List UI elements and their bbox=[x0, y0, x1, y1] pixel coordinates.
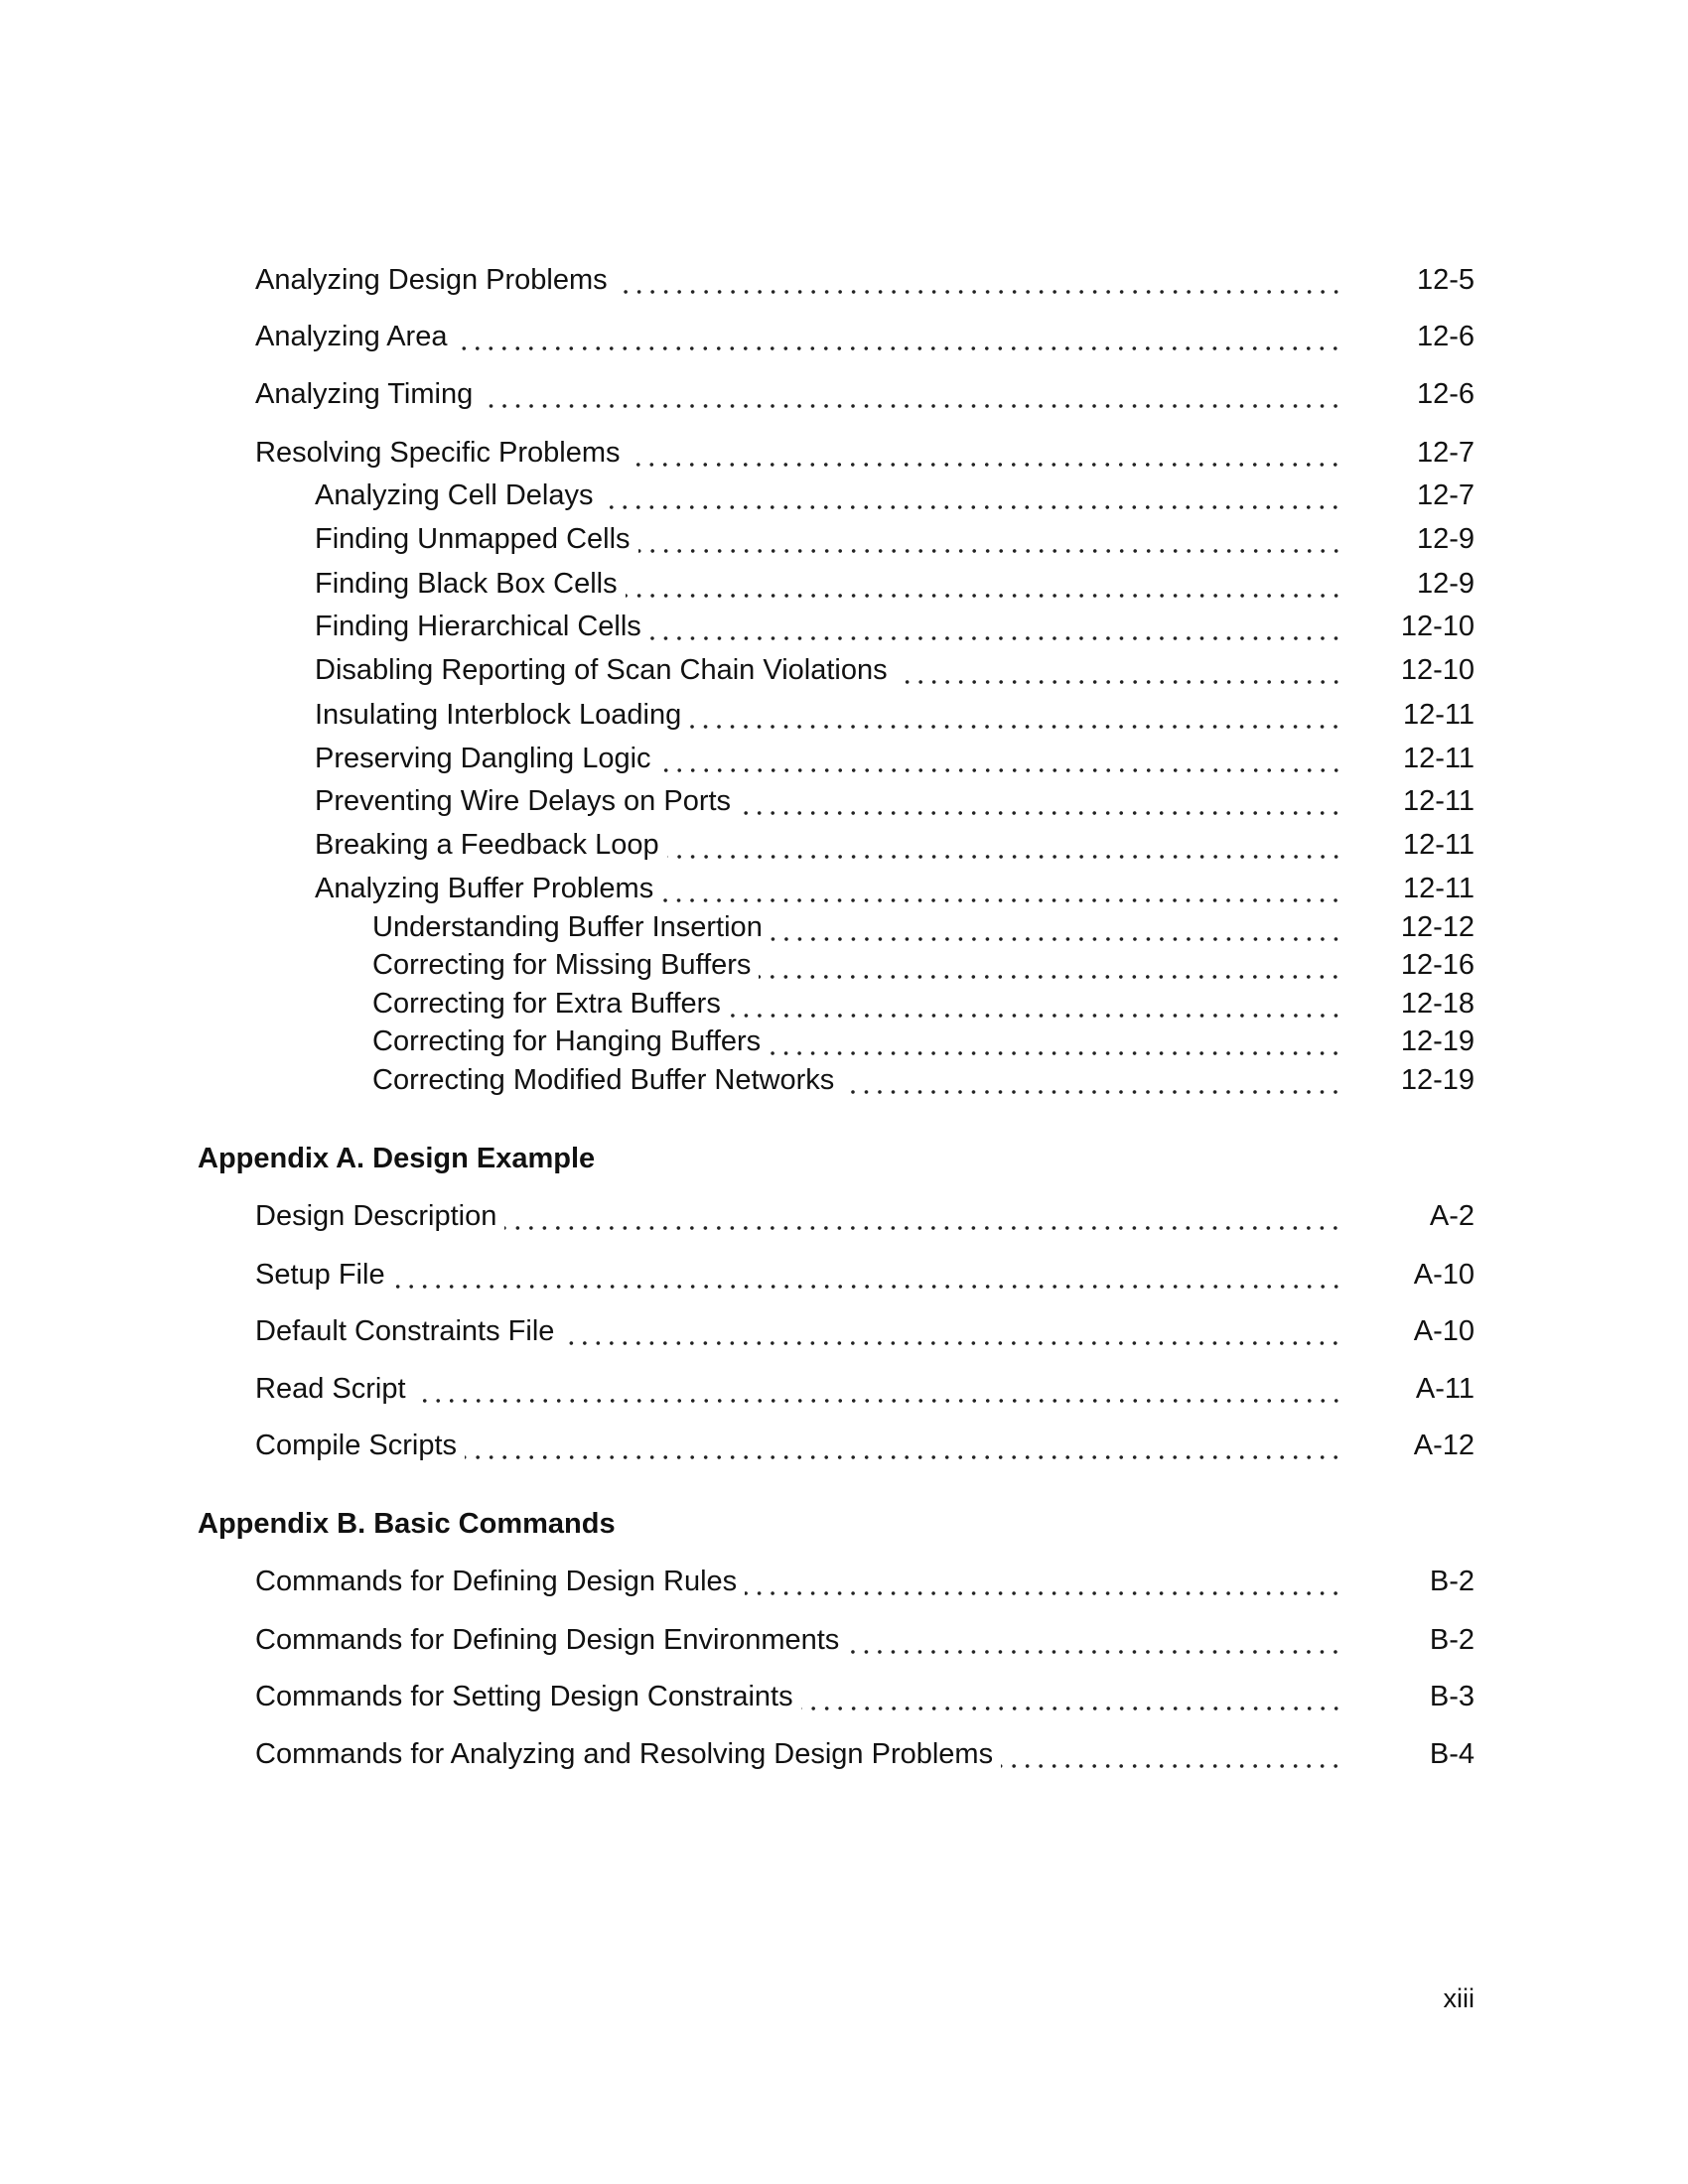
dot-leader bbox=[842, 1060, 1342, 1100]
toc-entry-page: 12-19 bbox=[1400, 1064, 1475, 1096]
toc-entry[interactable] bbox=[372, 984, 1475, 1024]
toc-entry[interactable] bbox=[315, 825, 1475, 865]
appendix-heading: Appendix A. Design Example bbox=[198, 1143, 596, 1174]
dot-leader bbox=[729, 984, 1342, 1024]
toc-entry-title: Design Description bbox=[255, 1200, 497, 1232]
toc-entry-page: A-12 bbox=[1413, 1430, 1475, 1461]
toc-entry-title: Default Constraints File bbox=[255, 1315, 555, 1347]
toc-entry-page: B-4 bbox=[1429, 1738, 1475, 1770]
toc-entry-page: 12-11 bbox=[1402, 743, 1475, 774]
toc-entry-title: Analyzing Buffer Problems bbox=[315, 873, 654, 904]
appendix-heading: Appendix B. Basic Commands bbox=[198, 1508, 616, 1540]
toc-entry-title: Resolving Specific Problems bbox=[255, 437, 621, 469]
toc-entry-title: Analyzing Design Problems bbox=[255, 264, 608, 296]
toc-entry-page: 12-7 bbox=[1416, 479, 1475, 511]
dot-leader bbox=[649, 607, 1342, 646]
toc-entry[interactable] bbox=[255, 260, 1475, 300]
toc-entry-title: Compile Scripts bbox=[255, 1430, 458, 1461]
dot-leader bbox=[771, 907, 1342, 947]
dot-leader bbox=[896, 650, 1342, 690]
toc-entry-title: Breaking a Feedback Loop bbox=[315, 829, 659, 861]
toc-entry-page: A-10 bbox=[1413, 1315, 1475, 1347]
toc-entry-title: Setup File bbox=[255, 1259, 385, 1291]
dot-leader bbox=[745, 1562, 1342, 1601]
toc-entry-title: Read Script bbox=[255, 1373, 406, 1405]
toc-entry-title: Correcting for Missing Buffers bbox=[372, 949, 752, 981]
dot-leader bbox=[562, 1311, 1342, 1351]
toc-entry[interactable] bbox=[255, 1311, 1475, 1351]
toc-entry[interactable] bbox=[315, 519, 1475, 559]
toc-entry[interactable] bbox=[315, 695, 1475, 735]
toc-entry-page: B-3 bbox=[1429, 1681, 1475, 1712]
toc-entry[interactable] bbox=[372, 945, 1475, 985]
toc-entry-title: Insulating Interblock Loading bbox=[315, 699, 682, 731]
toc-entry[interactable] bbox=[315, 607, 1475, 646]
toc-entry[interactable] bbox=[255, 1369, 1475, 1409]
toc-entry-title: Disabling Reporting of Scan Chain Violations bbox=[315, 654, 888, 686]
dot-leader bbox=[455, 317, 1342, 356]
toc-entry-page: 12-11 bbox=[1402, 785, 1475, 817]
dot-leader bbox=[689, 695, 1342, 735]
dot-leader bbox=[667, 825, 1342, 865]
toc-entry[interactable] bbox=[372, 1022, 1475, 1061]
toc-entry-page: 12-10 bbox=[1400, 611, 1475, 642]
dot-leader bbox=[465, 1426, 1342, 1465]
toc-entry-title: Analyzing Area bbox=[255, 321, 448, 352]
dot-leader bbox=[759, 945, 1342, 985]
toc-entry[interactable] bbox=[255, 317, 1475, 356]
toc-entry-title: Analyzing Cell Delays bbox=[315, 479, 594, 511]
toc-entry-page: 12-7 bbox=[1416, 437, 1475, 469]
toc-entry-title: Finding Black Box Cells bbox=[315, 568, 618, 600]
toc-entry-page: B-2 bbox=[1429, 1624, 1475, 1656]
toc-entry[interactable] bbox=[315, 781, 1475, 821]
toc-entry[interactable] bbox=[315, 869, 1475, 908]
dot-leader bbox=[616, 260, 1342, 300]
toc-entry-page: 12-6 bbox=[1416, 378, 1475, 410]
toc-entry-title: Finding Unmapped Cells bbox=[315, 523, 631, 555]
dot-leader bbox=[1001, 1734, 1342, 1774]
toc-entry[interactable] bbox=[255, 1677, 1475, 1716]
toc-entry[interactable] bbox=[372, 1060, 1475, 1100]
toc-entry[interactable] bbox=[315, 564, 1475, 604]
toc-entry-page: 12-9 bbox=[1416, 568, 1475, 600]
page-number: xiii bbox=[1443, 1983, 1475, 2013]
dot-leader bbox=[661, 869, 1342, 908]
toc-entry-title: Commands for Setting Design Constraints bbox=[255, 1681, 793, 1712]
dot-leader bbox=[626, 564, 1342, 604]
toc-entry-title: Commands for Defining Design Environments bbox=[255, 1624, 840, 1656]
toc-entry[interactable] bbox=[255, 1196, 1475, 1236]
toc-entry-title: Commands for Defining Design Rules bbox=[255, 1566, 738, 1597]
toc-entry-title: Correcting for Extra Buffers bbox=[372, 988, 721, 1020]
toc-entry-page: B-2 bbox=[1429, 1566, 1475, 1597]
toc-entry[interactable] bbox=[255, 1255, 1475, 1295]
toc-entry-page: 12-11 bbox=[1402, 829, 1475, 861]
toc-entry-page: 12-5 bbox=[1416, 264, 1475, 296]
dot-leader bbox=[504, 1196, 1342, 1236]
toc-entry-page: 12-9 bbox=[1416, 523, 1475, 555]
dot-leader bbox=[414, 1369, 1342, 1409]
toc-entry-page: 12-18 bbox=[1400, 988, 1475, 1020]
toc-entry-page: 12-19 bbox=[1400, 1025, 1475, 1057]
toc-entry-title: Preserving Dangling Logic bbox=[315, 743, 651, 774]
toc-entry-title: Preventing Wire Delays on Ports bbox=[315, 785, 732, 817]
toc-entry-page: A-2 bbox=[1429, 1200, 1475, 1232]
dot-leader bbox=[638, 519, 1342, 559]
dot-leader bbox=[601, 476, 1342, 515]
toc-entry[interactable] bbox=[372, 907, 1475, 947]
dot-leader bbox=[393, 1255, 1342, 1295]
toc-entry[interactable] bbox=[255, 374, 1475, 414]
toc-entry-page: 12-11 bbox=[1402, 699, 1475, 731]
toc-entry-title: Understanding Buffer Insertion bbox=[372, 911, 763, 943]
toc-entry[interactable] bbox=[315, 739, 1475, 778]
toc-entry[interactable] bbox=[255, 433, 1475, 473]
toc-entry-page: 12-11 bbox=[1402, 873, 1475, 904]
toc-entry[interactable] bbox=[255, 1562, 1475, 1601]
toc-entry-page: A-10 bbox=[1413, 1259, 1475, 1291]
toc-entry-page: A-11 bbox=[1415, 1373, 1475, 1405]
toc-entry[interactable] bbox=[255, 1426, 1475, 1465]
dot-leader bbox=[659, 739, 1342, 778]
toc-entry-title: Correcting for Hanging Buffers bbox=[372, 1025, 762, 1057]
dot-leader bbox=[481, 374, 1342, 414]
toc-entry-page: 12-10 bbox=[1400, 654, 1475, 686]
toc-entry-title: Commands for Analyzing and Resolving Design Problems bbox=[255, 1738, 994, 1770]
dot-leader bbox=[769, 1022, 1342, 1061]
toc-entry-title: Analyzing Timing bbox=[255, 378, 474, 410]
toc-entry-title: Correcting Modified Buffer Networks bbox=[372, 1064, 835, 1096]
toc-entry[interactable] bbox=[255, 1734, 1475, 1774]
toc-entry[interactable] bbox=[255, 1620, 1475, 1660]
toc-entry-page: 12-6 bbox=[1416, 321, 1475, 352]
toc-entry[interactable] bbox=[315, 650, 1475, 690]
dot-leader bbox=[739, 781, 1342, 821]
dot-leader bbox=[847, 1620, 1342, 1660]
dot-leader bbox=[801, 1677, 1342, 1716]
toc-entry-page: 12-12 bbox=[1400, 911, 1475, 943]
dot-leader bbox=[628, 433, 1342, 473]
toc-entry-title: Finding Hierarchical Cells bbox=[315, 611, 641, 642]
toc-entry[interactable] bbox=[315, 476, 1475, 515]
toc-entry-page: 12-16 bbox=[1400, 949, 1475, 981]
